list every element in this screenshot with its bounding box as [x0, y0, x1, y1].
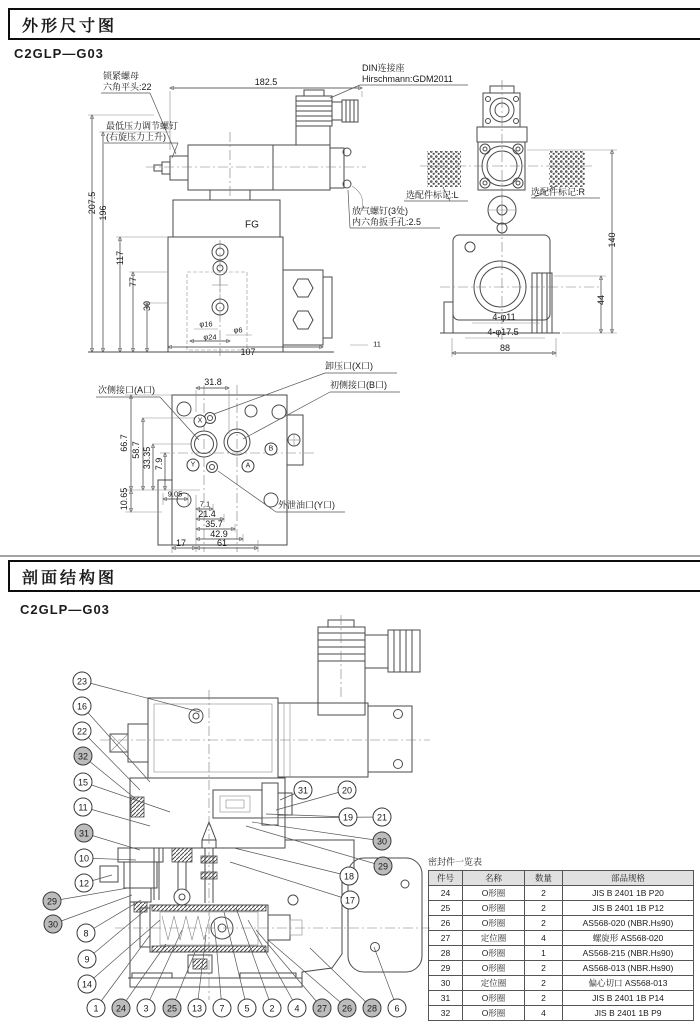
seal-cell: 偏心切口 AS568-013: [563, 976, 694, 991]
callout-7: 7: [213, 999, 232, 1018]
bleed-screw-label-line2: 内六角扳手孔:2.5: [352, 217, 422, 227]
seal-row: [429, 916, 694, 931]
callout-23: 23: [73, 672, 92, 691]
seal-cell: 29: [429, 961, 463, 976]
callout-19: 19: [339, 808, 358, 827]
seal-cell: 1: [525, 946, 563, 961]
seal-row: [429, 976, 694, 991]
seal-cell: JIS B 2401 1B P14: [563, 991, 694, 1006]
callout-4: 4: [288, 999, 307, 1018]
dim-196: 196: [98, 205, 108, 221]
dim-d6: φ6: [233, 325, 243, 335]
dim-17: 17: [175, 538, 187, 548]
seal-cell: 2: [525, 886, 563, 901]
seal-cell: O形圈: [463, 886, 525, 901]
seal-cell: 4: [525, 1006, 563, 1021]
callout-25: 25: [163, 999, 182, 1018]
seal-cell: 定位圈: [463, 931, 525, 946]
dim-33-35: 33.35: [142, 446, 152, 470]
section2-header: [8, 560, 700, 592]
callout-31: 31: [294, 781, 313, 800]
dim-9-05: 9.05: [167, 489, 183, 499]
callout-26: 26: [338, 999, 357, 1018]
pressure-adjust-label-line2: (右旋压力上升): [106, 132, 166, 142]
seal-row: [429, 991, 694, 1006]
port-a-label: 次侧接口(A口): [98, 385, 155, 395]
seal-col-header: 件号: [429, 871, 463, 886]
dim-7-9: 7.9: [154, 457, 164, 471]
seal-col-header: 部品规格: [563, 871, 694, 886]
seal-col-header: 数量: [525, 871, 563, 886]
seal-cell: 30: [429, 976, 463, 991]
fg-port-label: FG: [245, 219, 259, 231]
dim-77: 77: [128, 276, 138, 288]
seal-row: [429, 901, 694, 916]
seal-row: [429, 961, 694, 976]
seal-cell: AS568-013 (NBR.Hs90): [563, 961, 694, 976]
callout-30: 30: [373, 832, 392, 851]
dim-61: 61: [216, 538, 228, 548]
callout-8: 8: [77, 924, 96, 943]
dim-117: 117: [115, 250, 125, 266]
lock-nut-label-line1: 锁紧螺母: [103, 71, 140, 81]
seal-cell: 定位圈: [463, 976, 525, 991]
dim-4xd11: 4-φ11: [492, 312, 516, 322]
callout-9: 9: [78, 950, 97, 969]
seal-cell: AS568-215 (NBR.Hs90): [563, 946, 694, 961]
seal-row: [429, 1006, 694, 1021]
din-connector-label-line2: Hirschmann:GDM2011: [362, 74, 453, 84]
port-x-label: 卸压口(X口): [325, 361, 373, 371]
dim-182-5: 182.5: [254, 77, 278, 87]
seal-cell: 26: [429, 916, 463, 931]
port-letter-b: B: [265, 443, 278, 456]
callout-32: 32: [74, 747, 93, 766]
callout-30: 30: [44, 915, 63, 934]
dim-107: 107: [240, 347, 256, 357]
seal-cell: 2: [525, 991, 563, 1006]
callout-2: 2: [263, 999, 282, 1018]
dim-35-7: 35.7: [205, 519, 223, 529]
bleed-screw-label-line1: 放气螺钉(3处): [352, 206, 408, 216]
callout-1: 1: [87, 999, 106, 1018]
callout-27: 27: [313, 999, 332, 1018]
seal-cell: 2: [525, 961, 563, 976]
callout-16: 16: [73, 697, 92, 716]
callout-28: 28: [363, 999, 382, 1018]
dim-42-9: 42.9: [210, 529, 228, 539]
callout-17: 17: [341, 891, 360, 910]
din-connector-label-line1: DIN连接座: [362, 63, 405, 73]
port-letter-y: Y: [187, 459, 200, 472]
callout-10: 10: [75, 849, 94, 868]
seal-cell: 31: [429, 991, 463, 1006]
callout-3: 3: [137, 999, 156, 1018]
seal-row: [429, 946, 694, 961]
section2-title: 剖面结构图: [22, 569, 118, 587]
seal-table-title: 密封件一览表: [428, 857, 483, 867]
callout-5: 5: [238, 999, 257, 1018]
seal-parts-table: [428, 855, 694, 1021]
seal-cell: 螺旋形 AS568-020: [563, 931, 694, 946]
dim-140: 140: [607, 232, 617, 248]
callout-14: 14: [78, 975, 97, 994]
dim-58-7: 58.7: [131, 441, 141, 459]
callout-29: 29: [374, 857, 393, 876]
dim-31-8: 31.8: [204, 377, 222, 387]
seal-cell: 32: [429, 1006, 463, 1021]
port-b-label: 初侧接口(B口): [330, 380, 387, 390]
seal-cell: 24: [429, 886, 463, 901]
seal-cell: O形圈: [463, 961, 525, 976]
option-mark-r-label: 选配件标记:R: [531, 187, 586, 197]
dim-11: 11: [373, 339, 381, 349]
section2-model: C2GLP—G03: [20, 602, 110, 617]
callout-31: 31: [75, 824, 94, 843]
seal-cell: 2: [525, 916, 563, 931]
seal-cell: 4: [525, 931, 563, 946]
seal-cell: O形圈: [463, 916, 525, 931]
dim-30: 30: [142, 300, 152, 312]
seal-cell: O形圈: [463, 1006, 525, 1021]
pressure-adjust-label-line1: 最低压力调节螺钉: [106, 121, 179, 131]
callout-20: 20: [338, 781, 357, 800]
callout-11: 11: [74, 798, 93, 817]
lock-nut-label-line2: 六角平头:22: [103, 82, 152, 92]
section1-model: C2GLP—G03: [14, 46, 104, 61]
port-letter-a: A: [242, 460, 255, 473]
dim-4xd17-5: 4-φ17.5: [487, 327, 519, 337]
port-y-label: 外泄油口(Y口): [278, 500, 335, 510]
section1-header: [8, 8, 700, 40]
seal-cell: O形圈: [463, 946, 525, 961]
seal-header-row: [429, 871, 694, 886]
dim-207-5: 207.5: [87, 191, 97, 215]
seal-row: [429, 886, 694, 901]
dim-88: 88: [499, 343, 511, 353]
seal-cell: 25: [429, 901, 463, 916]
seal-cell: JIS B 2401 1B P12: [563, 901, 694, 916]
seal-cell: O形圈: [463, 991, 525, 1006]
section1-title: 外形尺寸图: [22, 17, 118, 35]
callout-6: 6: [388, 999, 407, 1018]
seal-cell: O形圈: [463, 901, 525, 916]
dim-10-65: 10.65: [119, 487, 129, 511]
callout-13: 13: [188, 999, 207, 1018]
dim-7-1: 7.1: [199, 499, 211, 509]
seal-table-grid: [428, 870, 694, 1021]
callout-15: 15: [74, 773, 93, 792]
dim-66-7: 66.7: [119, 434, 129, 452]
seal-cell: AS568-020 (NBR.Hs90): [563, 916, 694, 931]
callout-29: 29: [43, 892, 62, 911]
seal-row: [429, 931, 694, 946]
seal-cell: JIS B 2401 1B P9: [563, 1006, 694, 1021]
seal-cell: 28: [429, 946, 463, 961]
dim-21-4: 21.4: [198, 509, 216, 519]
seal-col-header: 名称: [463, 871, 525, 886]
callout-22: 22: [73, 722, 92, 741]
callout-12: 12: [75, 874, 94, 893]
seal-cell: JIS B 2401 1B P20: [563, 886, 694, 901]
seal-cell: 2: [525, 976, 563, 991]
seal-cell: 27: [429, 931, 463, 946]
callout-18: 18: [340, 867, 359, 886]
option-mark-l-label: 选配件标记:L: [406, 190, 459, 200]
callout-24: 24: [112, 999, 131, 1018]
dim-d24: φ24: [203, 332, 217, 342]
dim-44: 44: [596, 294, 606, 306]
seal-cell: 2: [525, 901, 563, 916]
callout-21: 21: [373, 808, 392, 827]
dim-d16: φ16: [199, 319, 213, 329]
port-letter-x: X: [194, 415, 207, 428]
